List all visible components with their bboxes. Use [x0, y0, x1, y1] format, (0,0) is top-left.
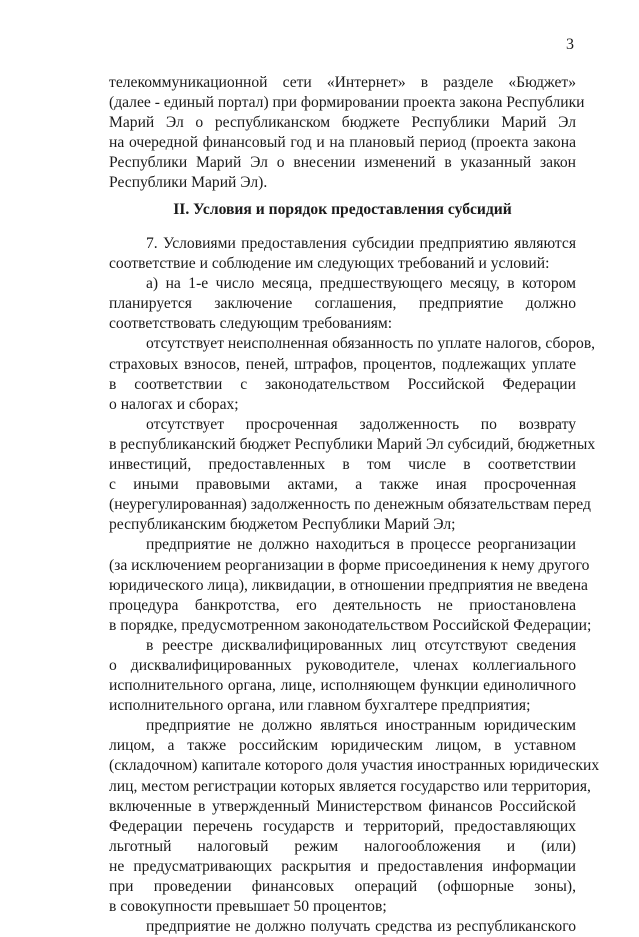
- section-heading: II. Условия и порядок предоставления субсидий: [173, 201, 512, 218]
- text-line: соответствие и соблюдение им следующих требований и условий:: [109, 255, 550, 273]
- text-line: в реестре дисквалифицированных лиц отсутствуют сведения: [146, 636, 576, 654]
- text-line: (неурегулированная) задолженность по денежным обязательствам перед: [109, 496, 591, 514]
- text-line: исполнительного органа, лице, исполняющем функции единоличного: [109, 677, 576, 695]
- text-line: о налогах и сборах;: [109, 395, 239, 413]
- text-line: телекоммуникационной сети «Интернет» в разделе «Бюджет»: [109, 74, 576, 91]
- text-line: при проведении финансовых операций (офшорные зоны),: [109, 878, 576, 895]
- text-line: исполнительного органа, или главном бухгалтере предприятия;: [109, 697, 531, 715]
- conditions-body: [109, 234, 600, 937]
- text-line: лицом, а также российским юридическим лицом, в уставном: [109, 737, 576, 755]
- text-line: льготный налоговый режим налогообложения и (или): [109, 837, 576, 855]
- page-number: 3: [566, 36, 574, 53]
- text-line: включенные в утвержденный Министерством финансов Российской: [109, 797, 576, 815]
- text-line: предприятие не должно находиться в процессе реорганизации: [146, 536, 576, 554]
- text-line: республиканским бюджетом Республики Марий Эл;: [109, 516, 456, 534]
- text-line: Республики Марий Эл о внесении изменений в указанный закон: [109, 154, 576, 172]
- text-line: Федерации перечень государств и территорий, предоставляющих: [109, 817, 576, 835]
- text-line: (складочном) капитале которого доля участия иностранных юридических: [109, 757, 600, 775]
- text-line: (за исключением реорганизации в форме присоединения к нему другого: [109, 556, 590, 574]
- text-line: инвестиций, предоставленных в том числе в соответствии: [109, 456, 576, 474]
- text-line: в совокупности превышает 50 процентов;: [109, 898, 387, 916]
- text-line: процедура банкротства, его деятельность не приостановлена: [109, 596, 576, 614]
- text-line: о дисквалифицированных руководителе, членах коллегиального: [109, 656, 576, 674]
- text-line: с иными правовыми актами, а также иная просроченная: [109, 476, 576, 494]
- text-line: юридического лица), ликвидации, в отношении предприятия не введена: [109, 576, 588, 594]
- text-line: отсутствует просроченная задолженность по возврату: [146, 415, 576, 433]
- text-line: предприятие не должно получать средства из республиканского: [146, 918, 576, 936]
- text-line: Марий Эл о республиканском бюджете Республики Марий Эл: [109, 114, 576, 132]
- text-line: (далее - единый портал) при формировании проекта закона Республики: [109, 94, 585, 112]
- text-line: в порядке, предусмотренном законодательством Российской Федерации;: [109, 616, 592, 634]
- text-line: в республиканский бюджет Республики Марий Эл субсидий, бюджетных: [109, 435, 596, 453]
- text-line: лиц, местом регистрации которых является государство или территория,: [109, 777, 591, 795]
- text-line: предприятие не должно являться иностранным юридическим: [146, 717, 576, 735]
- text-line: Республики Марий Эл).: [109, 174, 268, 192]
- text-line: страховых взносов, пеней, штрафов, процентов, подлежащих уплате: [109, 355, 576, 373]
- text-line: отсутствует неисполненная обязанность по уплате налогов, сборов,: [146, 335, 596, 353]
- intro-paragraph: [109, 73, 585, 194]
- text-line: соответствовать следующим требованиям:: [109, 315, 393, 333]
- text-line: планируется заключение соглашения, предприятие должно: [109, 295, 576, 313]
- text-line: а) на 1-е число месяца, предшествующего месяцу, в котором: [146, 275, 576, 293]
- text-line: на очередной финансовый год и на плановый период (проекта закона: [109, 134, 576, 152]
- text-line: 7. Условиями предоставления субсидии предприятию являются: [146, 235, 576, 252]
- text-line: не предусматривающих раскрытия и предоставления информации: [109, 857, 576, 875]
- text-line: в соответствии с законодательством Российской Федерации: [109, 375, 576, 393]
